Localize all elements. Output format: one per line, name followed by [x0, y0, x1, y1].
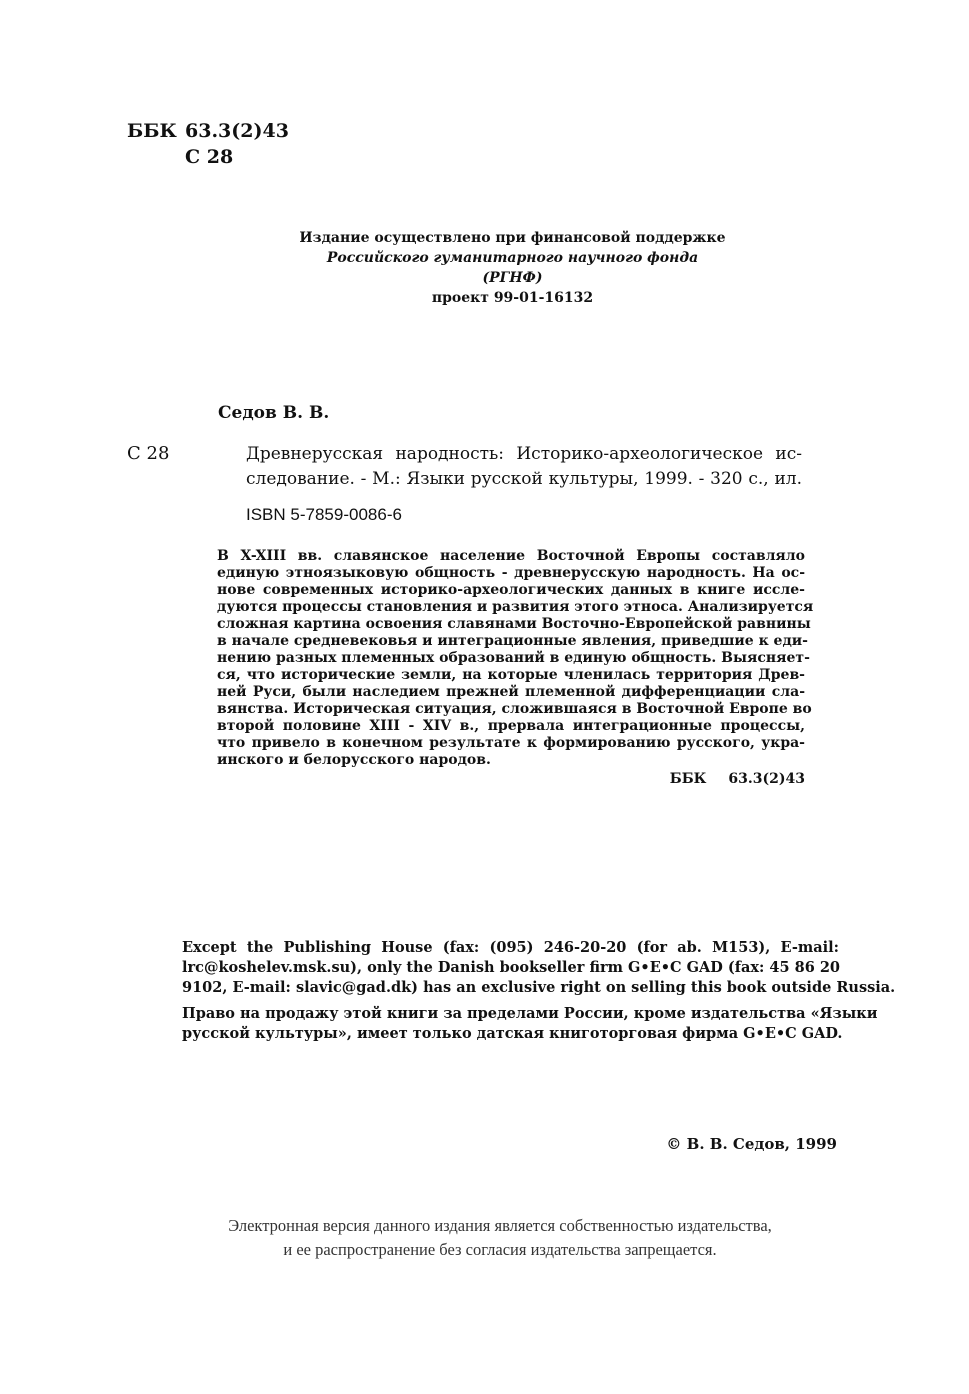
biblio-line-1: Древнерусская народность: Историко-археологическое ис- [246, 444, 802, 464]
rights-en-line: 9102, E-mail: slavic@gad.dk) has an exclusive right on selling this book outside Russia. [182, 979, 896, 996]
abstract-bbk-code: 63.3(2)43 [728, 771, 805, 787]
abstract-line: единую этноязыковую общность - древнерусскую народность. На ос- [217, 565, 805, 581]
bbk-classification [127, 118, 289, 170]
abstract-line: ней Руси, были наследием прежней племенной дифференциации сла- [217, 684, 805, 700]
funding-line-1: Издание осуществлено при финансовой поддержке [299, 230, 726, 246]
bbk-label: ББК [127, 120, 177, 142]
rights-en-line: lrc@koshelev.msk.su), only the Danish bookseller firm G•E•C GAD (fax: 45 86 20 [182, 959, 841, 976]
abstract-line: дуются процессы становления и развития этого этноса. Анализируется [217, 599, 814, 615]
biblio-line-2: следование. - М.: Языки русской культуры, 1999. - 320 с., ил. [246, 469, 802, 489]
rights-ru-line: русской культуры», имеет только датская книготорговая фирма G•E•C GAD. [182, 1025, 843, 1042]
abstract-bbk-label: ББК [669, 771, 707, 787]
abstract-line: вянства. Историческая ситуация, сложившаяся в Восточной Европе во [217, 701, 812, 717]
abstract-line: в начале средневековья и интеграционные явления, приведшие к еди- [217, 633, 808, 649]
author-name: Седов В. В. [218, 403, 330, 423]
bibliographic-description [246, 442, 802, 492]
abstract-line: ся, что исторические земли, на которые членилась территория Древ- [217, 667, 805, 683]
rights-ru-line: Право на продажу этой книги за пределами России, кроме издательства «Языки [182, 1005, 878, 1022]
funding-line-3: (РГНФ) [482, 270, 543, 286]
rights-en-line: Except the Publishing House (fax: (095) 246-20-20 (for ab. M153), E-mail: [182, 939, 839, 956]
distribution-rights [182, 938, 896, 1044]
abstract-bbk [670, 771, 805, 787]
bbk-code: 63.3(2)43 [185, 120, 289, 142]
abstract-line: что привело в конечном результате к формированию русского, укра- [217, 735, 805, 751]
isbn: ISBN 5-7859-0086-6 [246, 505, 402, 524]
footer-line-1: Электронная версия данного издания является собственностью издательства, [228, 1216, 772, 1235]
footer-line-2: и ее распространение без согласия издательства запрещается. [283, 1240, 717, 1259]
abstract-line: нове современных историко-археологических данных в книге иссле- [217, 582, 805, 598]
catalog-code: С 28 [127, 443, 170, 464]
abstract-line: второй половине XIII - XIV в., прервала интеграционные процессы, [217, 718, 805, 734]
funding-notice [240, 228, 785, 308]
abstract-line: В X-XIII вв. славянское население Восточной Европы составляло [217, 548, 805, 564]
abstract-line: сложная картина освоения славянами Восточно-Европейской равнины [217, 616, 811, 632]
abstract-line: инского и белорусского народов. [217, 752, 491, 768]
copyright-notice: © В. В. Седов, 1999 [666, 1135, 837, 1153]
funding-line-2: Российского гуманитарного научного фонда [326, 250, 699, 266]
abstract [217, 548, 814, 769]
abstract-line: нению разных племенных образований в единую общность. Выясняет- [217, 650, 810, 666]
funding-line-4: проект 99-01-16132 [431, 290, 594, 306]
author-mark: С 28 [185, 146, 234, 168]
electronic-edition-notice [100, 1214, 900, 1262]
